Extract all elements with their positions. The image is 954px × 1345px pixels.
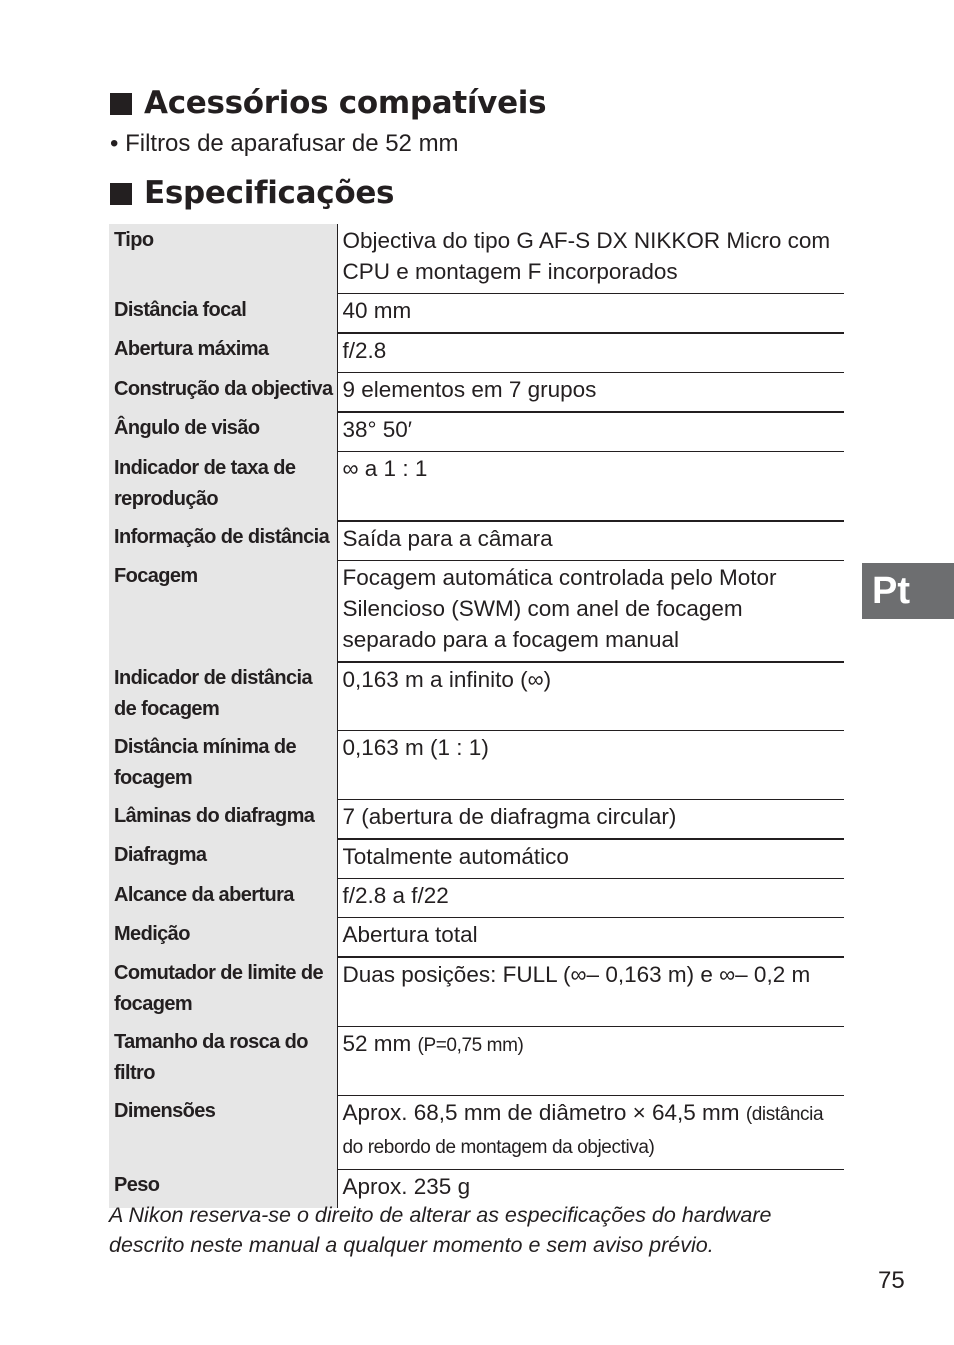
spec-label: Diafragma (109, 839, 337, 879)
spec-value: ∞ a 1 : 1 (337, 452, 844, 521)
table-row (109, 521, 844, 561)
spec-label: Dimensões (109, 1095, 337, 1169)
spec-value: Focagem automática controlada pelo Motor Silencioso (SWM) com anel de focagem separado para a focagem manual (337, 560, 844, 662)
spec-label: Distância mínima de focagem (109, 731, 337, 800)
spec-label: Comutador de limite de focagem (109, 957, 337, 1026)
table-row (109, 879, 844, 918)
table-row (109, 333, 844, 373)
table-row (109, 839, 844, 879)
table-row (109, 452, 844, 521)
spec-label: Indicador de taxa de reprodução (109, 452, 337, 521)
spec-value: Duas posições: FULL (∞– 0,163 m) e ∞– 0,2 m (337, 957, 844, 1026)
spec-value: 40 mm (337, 294, 844, 334)
spec-value (337, 1026, 844, 1095)
square-bullet-icon (110, 93, 132, 115)
accessories-title: Acessórios compatíveis (144, 85, 547, 121)
spec-label: Ângulo de visão (109, 412, 337, 452)
footnote: A Nikon reserva-se o direito de alterar as especificações do hardware descrito neste manual a qualquer momento e sem aviso prévio. (109, 1203, 772, 1257)
table-row (109, 731, 844, 800)
spec-label: Tamanho da rosca do filtro (109, 1026, 337, 1095)
spec-value (337, 1095, 844, 1169)
table-row (109, 662, 844, 731)
spec-label: Tipo (109, 224, 337, 294)
spec-label: Abertura máxima (109, 333, 337, 373)
spec-value-note: (P=0,75 mm) (417, 1034, 524, 1056)
spec-value: f/2.8 (337, 333, 844, 373)
spec-label: Distância focal (109, 294, 337, 334)
table-row (109, 957, 844, 1026)
spec-value-main: 52 mm (342, 1030, 412, 1056)
square-bullet-icon (110, 183, 132, 205)
page-number: 75 (878, 1267, 905, 1294)
spec-value: Aprox. 235 g (342, 1173, 471, 1199)
spec-value: f/2.8 a f/22 (337, 879, 844, 918)
spec-label: Medição (109, 918, 337, 958)
accessories-heading (110, 85, 547, 121)
table-row (109, 800, 844, 840)
table-row (109, 412, 844, 452)
language-tab: Pt (862, 563, 954, 619)
spec-label: Alcance da abertura (109, 879, 337, 918)
spec-value: 0,163 m a infinito (∞) (337, 662, 844, 731)
table-row (109, 373, 844, 413)
spec-value: Saída para a câmara (337, 521, 844, 561)
specs-title: Especificações (144, 175, 395, 211)
table-row (109, 224, 844, 294)
spec-value: 38° 50′ (337, 412, 844, 452)
spec-label: Lâminas do diafragma (109, 800, 337, 840)
specs-heading (110, 175, 395, 211)
spec-value-main: Aprox. 68,5 mm de diâmetro × 64,5 mm (342, 1099, 740, 1125)
spec-label: Peso (109, 1169, 337, 1208)
table-row (109, 294, 844, 334)
spec-label: Indicador de distância de focagem (109, 662, 337, 731)
spec-label: Focagem (109, 560, 337, 662)
accessories-item: • Filtros de aparafusar de 52 mm (110, 130, 459, 157)
spec-label: Construção da objectiva (109, 373, 337, 413)
table-row (109, 1026, 844, 1095)
spec-value: 0,163 m (1 : 1) (337, 731, 844, 800)
spec-label: Informação de distância (109, 521, 337, 561)
spec-value: 9 elementos em 7 grupos (337, 373, 844, 413)
spec-value: 7 (abertura de diafragma circular) (337, 800, 844, 840)
table-row (109, 918, 844, 958)
table-row (109, 1095, 844, 1169)
spec-value: Abertura total (337, 918, 844, 958)
table-row (109, 560, 844, 662)
spec-value-note: (distância do rebordo de montagem da objectiva) (342, 1103, 824, 1158)
specs-table (109, 224, 844, 1208)
spec-value: Objectiva do tipo G AF-S DX NIKKOR Micro com CPU e montagem F incorporados (337, 224, 844, 294)
spec-value: Totalmente automático (337, 839, 844, 879)
